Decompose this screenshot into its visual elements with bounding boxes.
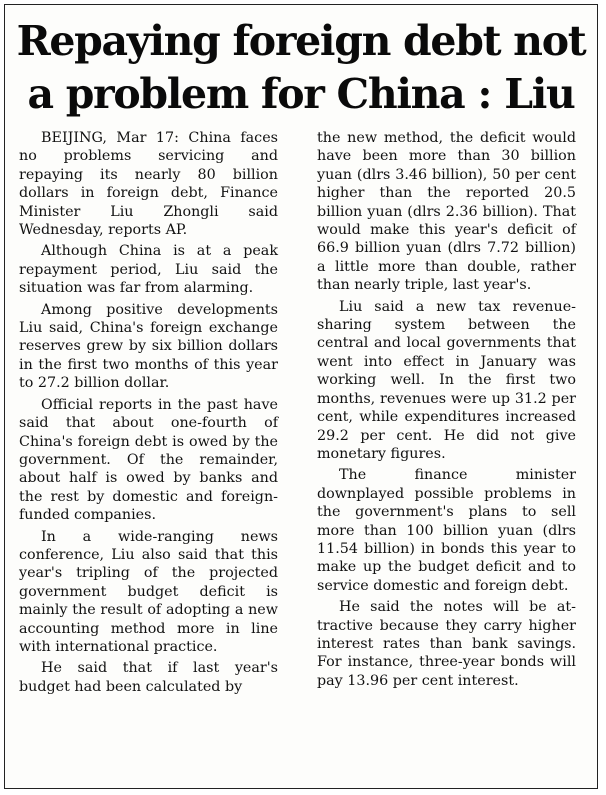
- newspaper-clipping: [4, 4, 598, 789]
- paragraph: The finance minister downplayed possible problems in the government's plans to sell more than 100 billion yuan (dlrs 11.54 billion) in bonds this year to make up the budget deficit and to service domestic and foreign debt.: [317, 467, 576, 594]
- paragraph: Among positive developments Liu said, China's foreign exchange reserves grew by six billion dollars in the first two months of this year to 27.2 billion dollar.: [19, 301, 278, 392]
- paragraph: He said that if last year's budget had been calculated by: [19, 660, 278, 695]
- paragraph: In a wide-ranging news conference, Liu also said that this year's tripling of the projected government budget deficit is mainly the result of adopting a new accounting method more in line with international practice.: [19, 528, 278, 655]
- article-column-right: [317, 129, 576, 693]
- article-column-left: [19, 129, 278, 699]
- headline-line-2: a problem for China : Liu: [27, 70, 575, 118]
- paragraph: Liu said a new tax revenue-sharing system between the central and local governments that went into effect in January was working well. In the first two months, revenues were up 31.2 per cent, while expenditures increased 29.2 per cent. He did not give monetary figures.: [317, 298, 576, 462]
- paragraph: Official reports in the past have said that about one-fourth of China's foreign debt is owed by the government. Of the remainder, about half is owed by banks and the rest by domestic and foreign-funded companies.: [19, 396, 278, 524]
- headline: [11, 15, 591, 121]
- paragraph: He said the notes will be attractive because they carry higher interest rates than bank savings. For instance, three-year bonds will pay 13.96 per cent interest.: [317, 599, 576, 689]
- paragraph-continued: the new method, the deficit would have been more than 30 billion yuan (dlrs 3.46 billion), 50 per cent higher than the reported 20.5 billion yuan (dlrs 2.36 billion). That would make this year's deficit of 66.9 billion yuan (dlrs 7.72 billion) a little more than double, rather than nearly triple, last year's.: [317, 130, 576, 294]
- headline-line-1: Repaying foreign debt not: [16, 17, 586, 65]
- paragraph-dateline: BEIJING, Mar 17: China faces no problems servicing and repaying its nearly 80 billion dollars in foreign debt, Finance Minister Liu Zhongli said Wednesday, reports AP.: [19, 130, 278, 239]
- paragraph: Although China is at a peak repayment period, Liu said the situation was far from alarming.: [19, 243, 278, 297]
